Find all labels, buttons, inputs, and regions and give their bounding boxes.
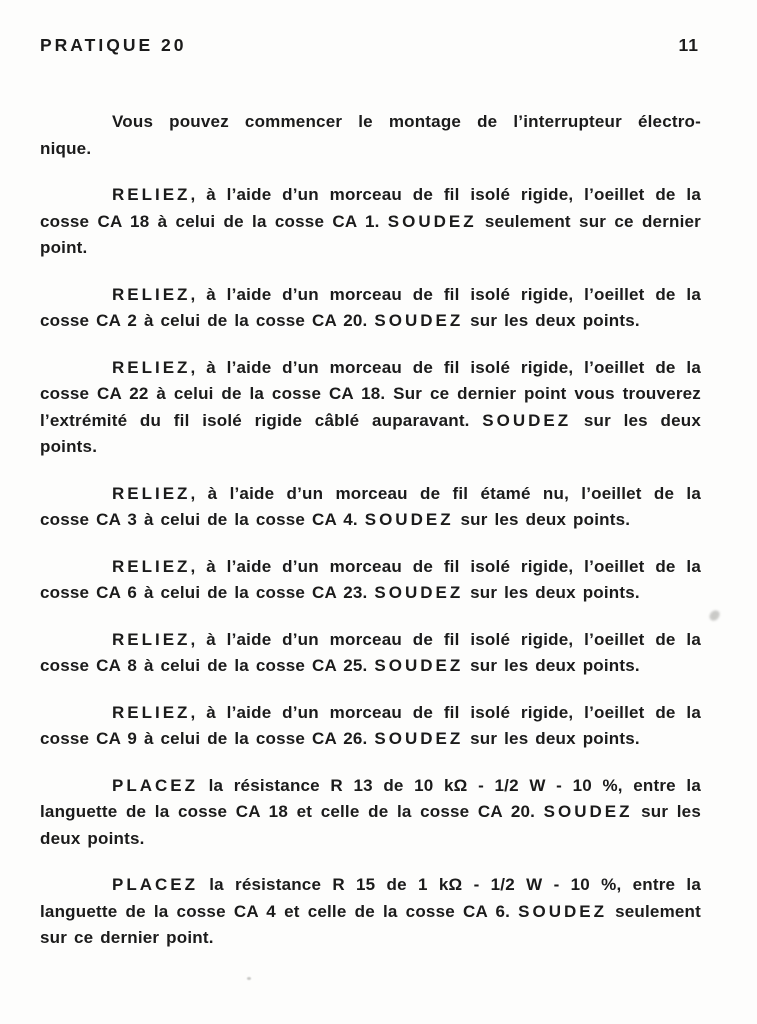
text-line: RELIEZ, à l’aide d’un morceau de fil isolé rigide, l’oeillet de la (112, 357, 701, 377)
scan-artifact (708, 609, 721, 623)
page-header (40, 34, 701, 56)
text-line: PLACEZ la résistance R 15 de 1 kΩ - 1/2 W - 10 %, entre la (112, 875, 701, 894)
text-line: RELIEZ, à l’aide d’un morceau de fil isolé rigide, l’oeillet de la (112, 702, 701, 722)
text-line: sur ce dernier point. (40, 928, 214, 947)
paragraph (40, 355, 701, 461)
text-line: RELIEZ, à l’aide d’un morceau de fil isolé rigide, l’oeillet de la (112, 284, 701, 304)
paragraph (40, 773, 701, 853)
paragraph (40, 627, 701, 680)
text-line: RELIEZ, à l’aide d’un morceau de fil isolé rigide, l’oeillet de la (112, 185, 701, 204)
text-line: Vous pouvez commencer le montage de l’interrupteur électro- (112, 112, 701, 131)
text-line: cosse CA 8 à celui de la cosse CA 25. SOUDEZ sur les deux points. (40, 656, 640, 675)
text-line: cosse CA 22 à celui de la cosse CA 18. Sur ce dernier point vous trouverez (40, 384, 701, 403)
text-line: deux points. (40, 828, 145, 848)
paragraph (40, 481, 701, 534)
text-line: RELIEZ, à l’aide d’un morceau de fil isolé rigide, l’oeillet de la (112, 629, 701, 649)
text-line: cosse CA 3 à celui de la cosse CA 4. SOUDEZ sur les deux points. (40, 510, 631, 529)
text-line: RELIEZ, à l’aide d’un morceau de fil isolé rigide, l’oeillet de la (112, 556, 701, 576)
text-line: cosse CA 18 à celui de la cosse CA 1. SOUDEZ seulement sur ce dernier (40, 211, 701, 231)
text-line: l’extrémité du fil isolé rigide câblé auparavant. SOUDEZ sur les deux (40, 410, 701, 430)
running-title: PRATIQUE 20 (40, 35, 187, 55)
text-line: points. (40, 437, 98, 456)
text-line: cosse CA 9 à celui de la cosse CA 26. SOUDEZ sur les deux points. (40, 729, 640, 748)
paragraph (40, 872, 701, 952)
paragraph (40, 282, 701, 335)
paragraph (40, 700, 701, 753)
text-line: cosse CA 6 à celui de la cosse CA 23. SOUDEZ sur les deux points. (40, 583, 640, 602)
text-line: nique. (40, 138, 92, 158)
paragraph (40, 109, 701, 162)
paragraph (40, 554, 701, 607)
text-line: point. (40, 238, 88, 257)
page-number: 11 (678, 35, 699, 55)
text-line: PLACEZ la résistance R 13 de 10 kΩ - 1/2 W - 10 %, entre la (112, 775, 701, 795)
text-line: languette de la cosse CA 4 et celle de la cosse CA 6. SOUDEZ seulement (40, 901, 702, 921)
text-line: RELIEZ, à l’aide d’un morceau de fil étamé nu, l’oeillet de la (112, 483, 701, 503)
scan-artifact-dot (247, 977, 251, 980)
text-line: languette de la cosse CA 18 et celle de la cosse CA 20. SOUDEZ sur les (40, 802, 701, 821)
text-line: cosse CA 2 à celui de la cosse CA 20. SOUDEZ sur les deux points. (40, 311, 640, 330)
page-body (40, 109, 701, 952)
paragraph (40, 182, 701, 262)
